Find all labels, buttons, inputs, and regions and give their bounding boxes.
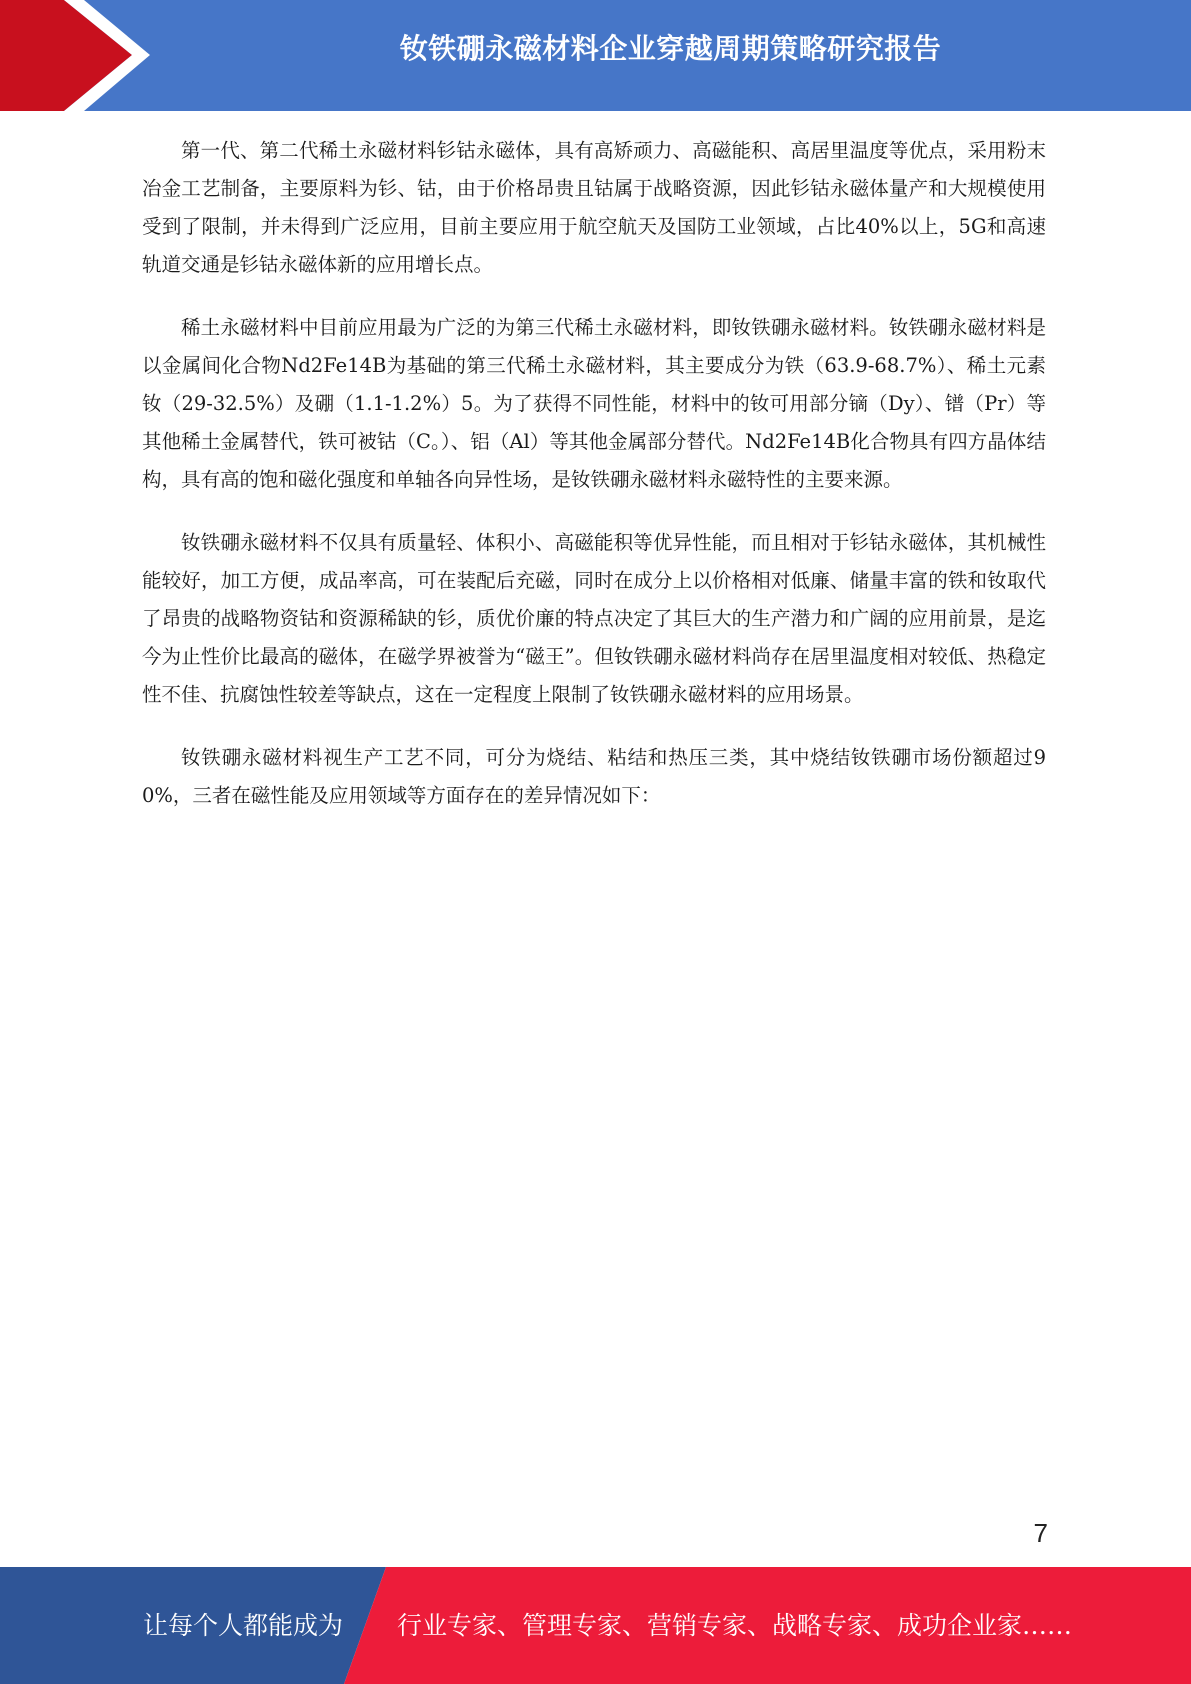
paragraph: 钕铁硼永磁材料视生产工艺不同，可分为烧结、粘结和热压三类，其中烧结钕铁硼市场份额超过90%，三者在磁性能及应用领域等方面存在的差异情况如下： xyxy=(142,746,1046,807)
paragraph: 钕铁硼永磁材料不仅具有质量轻、体积小、高磁能积等优异性能，而且相对于钐钴永磁体，其机械性能较好，加工方便，成品率高，可在装配后充磁，同时在成分上以价格相对低廉、储量丰富的铁和钕取代了昂贵的战略物资钴和资源稀缺的钐，质优价廉的特点决定了其巨大的生产潜力和广阔的应用前景，是迄今为止性价比最高的磁体，在磁学界被誉为“磁王”。但钕铁硼永磁材料尚存在居里温度相对较低、热稳定性不佳、抗腐蚀性较差等缺点，这在一定程度上限制了钕铁硼永磁材料的应用场景。 xyxy=(142,531,1046,706)
header-banner xyxy=(0,0,1191,111)
body-content xyxy=(142,132,1046,840)
footer-slogan-right: 行业专家、管理专家、营销专家、战略专家、成功企业家…… xyxy=(397,1611,1073,1640)
footer-banner xyxy=(0,1567,1191,1684)
document-title: 钕铁硼永磁材料企业穿越周期策略研究报告 xyxy=(399,32,942,65)
header-chevron-decoration xyxy=(0,0,160,111)
paragraph: 第一代、第二代稀土永磁材料钐钴永磁体，具有高矫顽力、高磁能积、高居里温度等优点，采用粉末冶金工艺制备，主要原料为钐、钴，由于价格昂贵且钴属于战略资源，因此钐钴永磁体量产和大规模使用受到了限制，并未得到广泛应用，目前主要应用于航空航天及国防工业领域，占比40%以上，5G和高速轨道交通是钐钴永磁体新的应用增长点。 xyxy=(142,139,1046,276)
paragraph: 稀土永磁材料中目前应用最为广泛的为第三代稀土永磁材料，即钕铁硼永磁材料。钕铁硼永磁材料是以金属间化合物Nd2Fe14B为基础的第三代稀土永磁材料，其主要成分为铁（63.9-68.7%）、稀土元素钕（29-32.5%）及硼（1.1-1.2%）5。为了获得不同性能，材料中的钕可用部分镝（Dy）、镨（Pr）等其他稀土金属替代，铁可被钴（C。）、铝（Al）等其他金属部分替代。Nd2Fe14B化合物具有四方晶体结构，具有高的饱和磁化强度和单轴各向异性场，是钕铁硼永磁材料永磁特性的主要来源。 xyxy=(142,316,1046,491)
page-number: 7 xyxy=(1033,1518,1048,1548)
footer-slogan-left: 让每个人都能成为 xyxy=(143,1611,344,1640)
